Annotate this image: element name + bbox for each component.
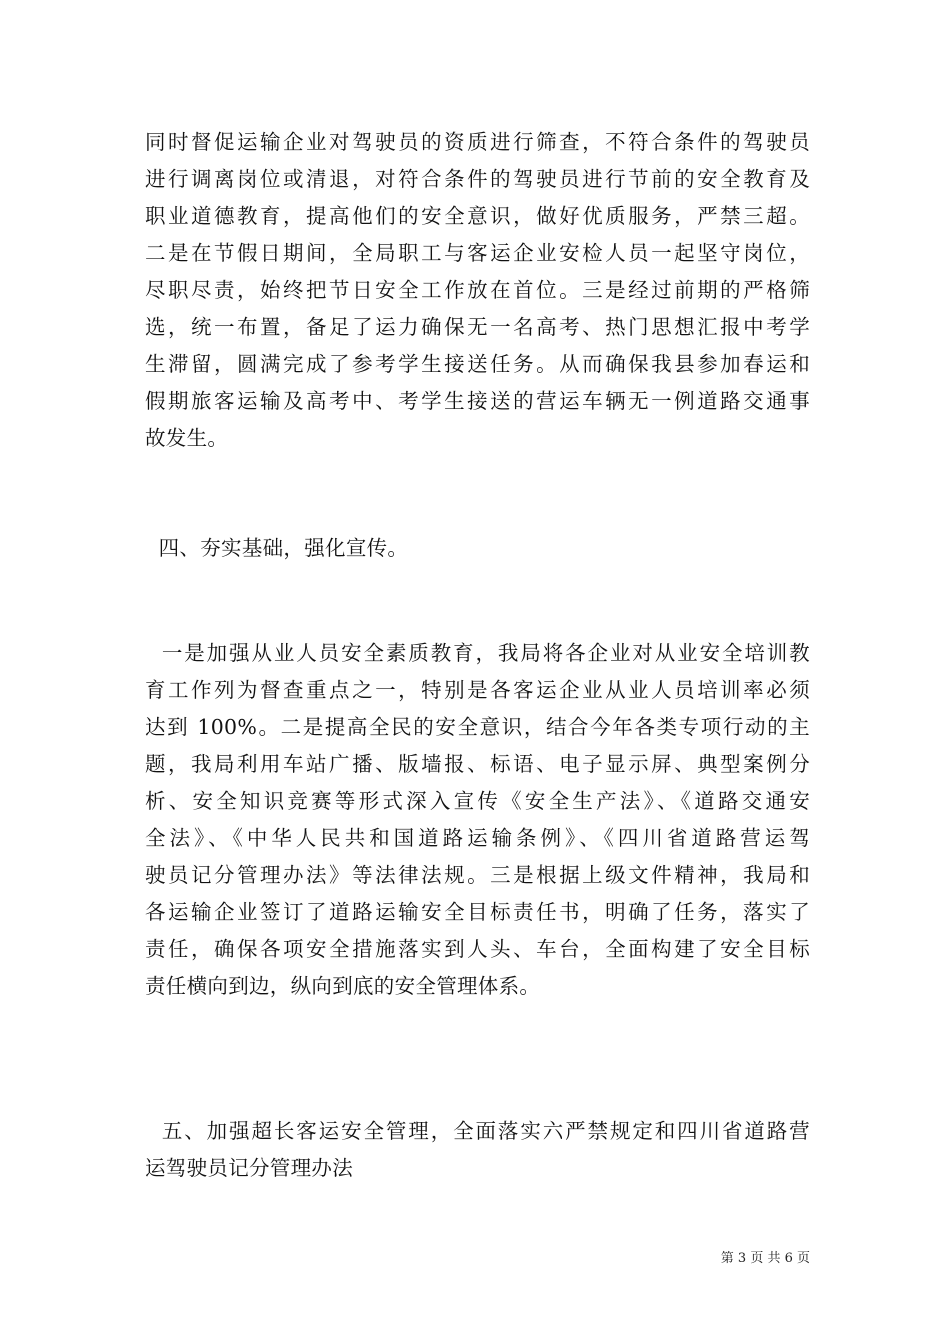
section-heading-4 xyxy=(145,530,810,567)
text-line: 全法》、《中华人民共和国道路运输条例》、《四川省道路营运驾 xyxy=(145,826,810,850)
text-line: 题，我局利用车站广播、版墙报、标语、电子显示屏、典型案例分 xyxy=(145,752,810,776)
text-line: 故发生。 xyxy=(145,426,229,450)
heading-text: 运驾驶员记分管理办法 xyxy=(145,1156,353,1180)
heading-text: 五、加强超长客运安全管理，全面落实六严禁规定和四川省道路营 xyxy=(145,1119,810,1143)
text-line: 责任，确保各项安全措施落实到人头、车台，全面构建了安全目标 xyxy=(145,937,810,961)
text-line: 职业道德教育，提高他们的安全意识，做好优质服务，严禁三超。 xyxy=(145,204,810,228)
text-line: 生滞留，圆满完成了参考学生接送任务。从而确保我县参加春运和 xyxy=(145,352,810,376)
body-paragraph-2 xyxy=(145,635,810,1005)
text-line: 进行调离岗位或清退，对符合条件的驾驶员进行节前的安全教育及 xyxy=(145,167,810,191)
text-line: 各运输企业签订了道路运输安全目标责任书，明确了任务，落实了 xyxy=(145,900,810,924)
text-line: 育工作列为督查重点之一，特别是各客运企业从业人员培训率必须 xyxy=(145,678,810,702)
text-line: 一是加强从业人员安全素质教育，我局将各企业对从业安全培训教 xyxy=(145,641,810,665)
text-line: 同时督促运输企业对驾驶员的资质进行筛查，不符合条件的驾驶员 xyxy=(145,130,810,154)
body-paragraph-1 xyxy=(145,124,810,457)
page-number-footer: 第 3 页 共 6 页 xyxy=(720,1251,810,1266)
text-line: 达到 100%。二是提高全民的安全意识，结合今年各类专项行动的主 xyxy=(145,715,810,739)
text-line: 析、安全知识竞赛等形式深入宣传《安全生产法》、《道路交通安 xyxy=(145,789,810,813)
heading-text: 四、夯实基础，强化宣传。 xyxy=(145,536,409,560)
text-line: 尽职尽责，始终把节日安全工作放在首位。三是经过前期的严格筛 xyxy=(145,278,810,302)
text-line: 二是在节假日期间，全局职工与客运企业安检人员一起坚守岗位， xyxy=(145,241,810,265)
text-line: 责任横向到边，纵向到底的安全管理体系。 xyxy=(145,974,541,998)
text-line: 驶员记分管理办法》等法律法规。三是根据上级文件精神，我局和 xyxy=(145,863,810,887)
text-line: 假期旅客运输及高考中、考学生接送的营运车辆无一例道路交通事 xyxy=(145,389,810,413)
text-line: 选，统一布置，备足了运力确保无一名高考、热门思想汇报中考学 xyxy=(145,315,810,339)
section-heading-5 xyxy=(145,1113,810,1187)
